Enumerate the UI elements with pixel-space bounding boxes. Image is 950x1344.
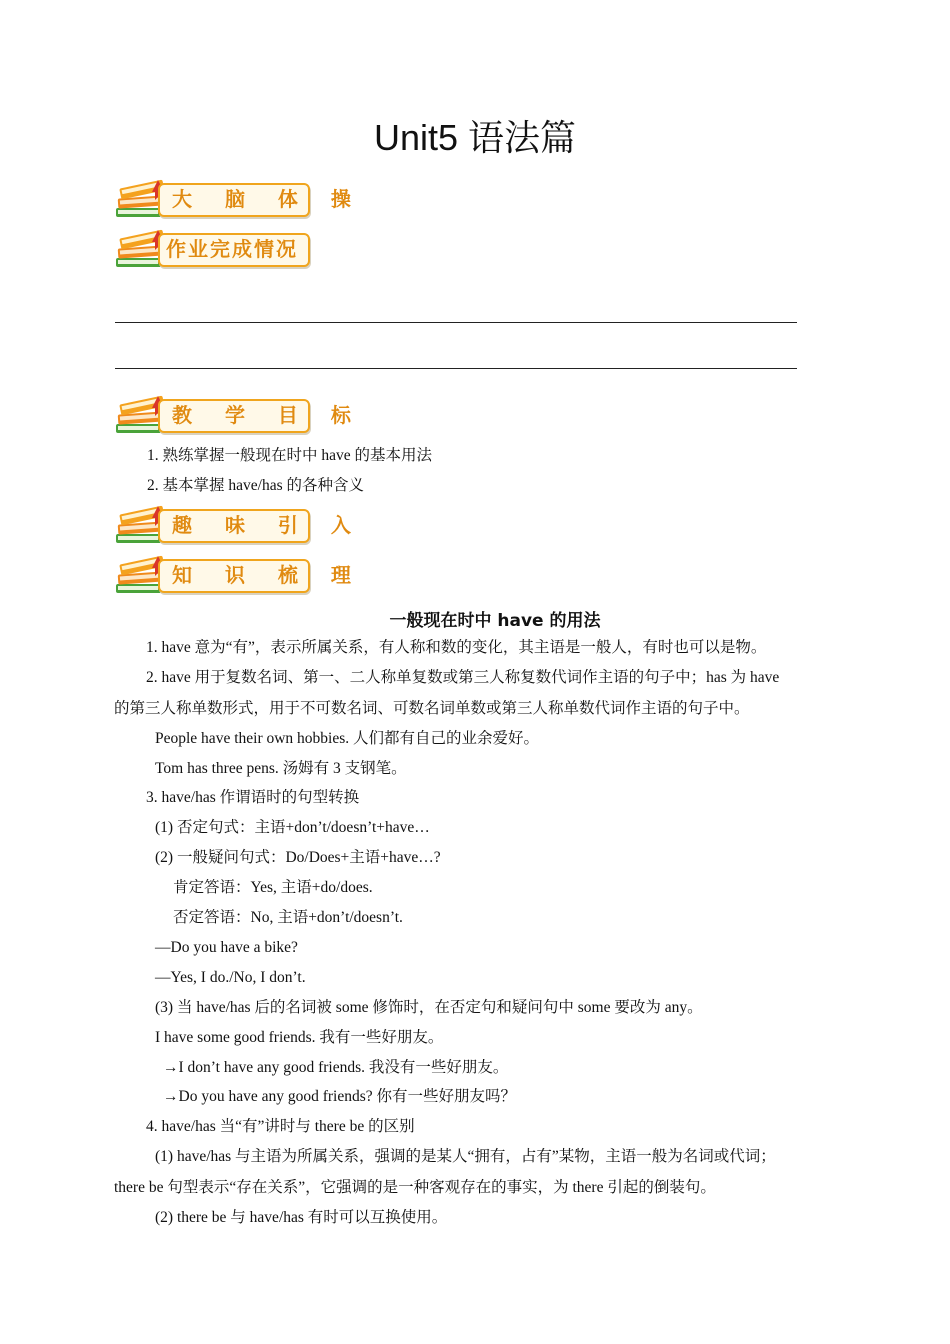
- dialogue-line: —Do you have a bike?: [155, 939, 298, 956]
- section-heading: 一般现在时中 have 的用法: [389, 611, 601, 631]
- paragraph: (2) 一般疑问句式：Do/Does+主语+have…?: [155, 849, 441, 866]
- section-label: 趣 味 引 入: [172, 513, 364, 537]
- paragraph: 的第三人称单数形式，用于不可数名词、可数名词单数或第三人称单数代词作主语的句子中。: [114, 700, 750, 717]
- section-badge-goals: [114, 394, 364, 438]
- answer-line: [115, 322, 797, 323]
- paragraph: (3) 当 have/has 后的名词被 some 修饰时，在否定句和疑问句中 some 要改为 any。: [155, 999, 703, 1016]
- paragraph: 4. have/has 当“有”讲时与 there be 的区别: [146, 1118, 415, 1135]
- paragraph: 1. have 意为“有”，表示所属关系，有人称和数的变化，其主语是一般人，有时也可以是物。: [146, 639, 767, 656]
- section-badge-brain: [114, 178, 364, 222]
- section-badge-homework: [114, 228, 310, 272]
- goal-item: 1. 熟练掌握一般现在时中 have 的基本用法: [147, 447, 433, 464]
- section-badge-intro: [114, 504, 364, 548]
- paragraph: there be 句型表示“存在关系”，它强调的是一种客观存在的事实，为 there 引起的倒装句。: [114, 1179, 716, 1196]
- section-label: 知 识 梳 理: [172, 563, 364, 587]
- example-sentence: Tom has three pens. 汤姆有 3 支钢笔。: [155, 760, 407, 777]
- page-title: Unit5 语法篇: [373, 117, 577, 158]
- paragraph: (1) have/has 与主语为所属关系，强调的是某人“拥有，占有”某物，主语一般为名词或代词；: [155, 1148, 776, 1165]
- paragraph: 2. have 用于复数名词、第一、二人称单复数或第三人称复数代词作主语的句子中；has 为 have: [146, 669, 780, 686]
- paragraph: (1) 否定句式：主语+don’t/doesn’t+have…: [155, 819, 430, 836]
- answer-form: 肯定答语：Yes, 主语+do/does.: [173, 879, 373, 896]
- answer-line: [115, 368, 797, 369]
- paragraph: (2) there be 与 have/has 有时可以互换使用。: [155, 1209, 448, 1226]
- answer-form: 否定答语：No, 主语+don’t/doesn’t.: [173, 909, 403, 926]
- section-badge-knowledge: [114, 554, 364, 598]
- section-label: 作业完成情况: [166, 237, 298, 261]
- section-label: 大 脑 体 操: [172, 187, 364, 211]
- example-sentence: →Do you have any good friends? 你有一些好朋友吗？: [163, 1088, 517, 1105]
- dialogue-line: —Yes, I do./No, I don’t.: [155, 969, 306, 986]
- example-sentence: People have their own hobbies. 人们都有自己的业余爱好。: [155, 730, 540, 747]
- section-label: 教 学 目 标: [172, 403, 364, 427]
- example-sentence: I have some good friends. 我有一些好朋友。: [155, 1029, 444, 1046]
- paragraph: 3. have/has 作谓语时的句型转换: [146, 789, 360, 806]
- goal-item: 2. 基本掌握 have/has 的各种含义: [147, 477, 364, 494]
- example-sentence: →I don’t have any good friends. 我没有一些好朋友。: [163, 1059, 509, 1076]
